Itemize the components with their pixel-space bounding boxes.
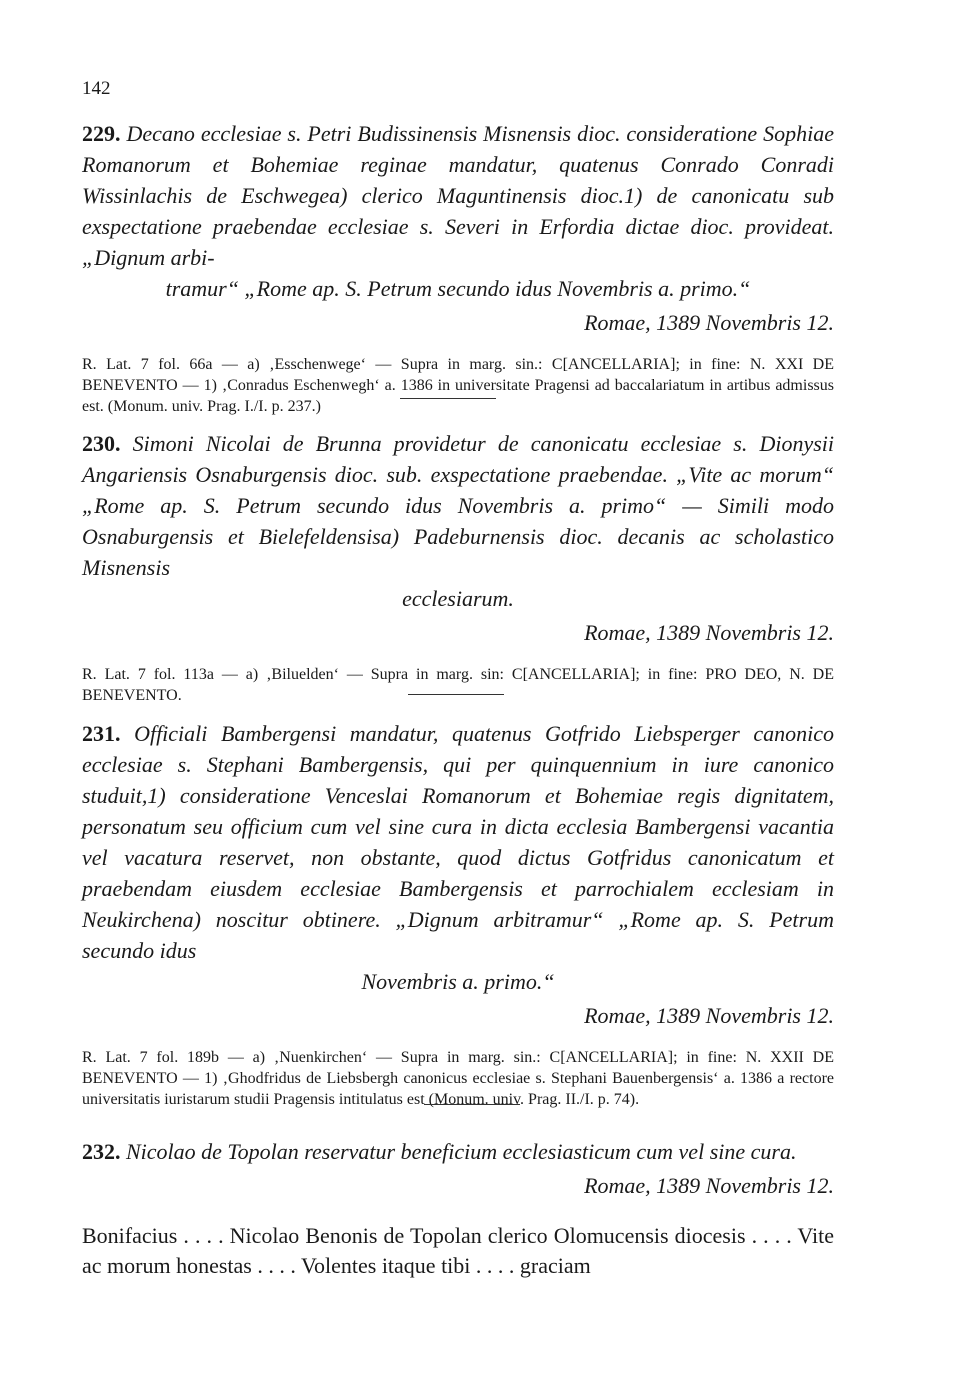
entry-text: Officiali Bambergensi mandatur, quatenus Gotfrido Liebsperger canonico ecclesiae s. Stephani Bambergensis, qui per quinquennium in iure canonico studuit,1) consideratione Venceslai Romanorum et Bohemiae regis dignitatem, personatum seu officium cum vel sine cura in dicta ecclesia Bambergensi vacantia vel vacatura reservet, non obstante, quod dictus Gotfridus canonicatum et praebendam eiusdem ecclesiae Bambergensis et parrochialem ecclesiam in Neukirchena) noscitur obtinere. „Dignum arbitramur“ „Rome ap. S. Petrum secundo idus	[82, 721, 834, 963]
entry-regest	[82, 428, 834, 614]
entry-text-continuation: ecclesiarum.	[402, 586, 514, 611]
entry-text-continuation: tramur“ „Rome ap. S. Petrum secundo idus Novembris a. primo.“	[165, 276, 751, 301]
entry-229	[82, 118, 834, 417]
entry-footnote: R. Lat. 7 fol. 66a — a) ‚Esschenwege‘ — Supra in marg. sin.: C[ANCELLARIA]; in fine: N. XXI DE BENEVENTO — 1) ‚Conradus Eschenwegh‘ a. 1386 in universitate Pragensi ad baccalariatum in artibus admissus est. (Monum. univ. Prag. I./I. p. 237.)	[82, 356, 834, 415]
entry-regest	[82, 1136, 834, 1167]
section-divider	[400, 398, 496, 399]
entry-date: Romae, 1389 Novembris 12.	[584, 1173, 834, 1198]
entry-number: 230.	[82, 431, 121, 456]
entry-text: Nicolao de Topolan reservatur beneficium ecclesiasticum cum vel sine cura.	[126, 1139, 797, 1164]
entry-date: Romae, 1389 Novembris 12.	[584, 310, 834, 335]
entry-text: Simoni Nicolai de Brunna providetur de canonicatu ecclesiae s. Dionysii Angariensis Osnaburgensis dioc. sub. exspectatione praebendae. „Vite ac morum“ „Rome ap. S. Petrum secundo idus Novembris a. primo“ — Simili modo Osnaburgensis et Bielefeldensisa) Padeburnensis dioc. decanis ac scholastico Misnensis	[82, 431, 835, 580]
entry-number: 232.	[82, 1139, 121, 1164]
entry-text-continuation: Novembris a. primo.“	[361, 969, 555, 994]
section-divider	[408, 694, 504, 695]
entry-regest	[82, 718, 834, 997]
entry-number: 231.	[82, 721, 121, 746]
entry-text: Decano ecclesiae s. Petri Budissinensis Misnensis dioc. consideratione Sophiae Romanorum et Bohemiae reginae mandatur, quatenus Conrado Conradi Wissinlachis de Eschwegea) clerico Maguntinensis dioc.1) de canonicatu sub exspectatione praebendae ecclesiae s. Severi in Erfordia dictae dioc. provideat. „Dignum arbi-	[82, 121, 835, 270]
entry-number: 229.	[82, 121, 121, 146]
entry-regest	[82, 118, 834, 304]
entry-date: Romae, 1389 Novembris 12.	[584, 1003, 834, 1028]
entry-231	[82, 718, 834, 1110]
entry-footnote: R. Lat. 7 fol. 113a — a) ‚Biluelden‘ — Supra in marg. sin: C[ANCELLARIA]; in fine: PRO DEO, N. DE BENEVENTO.	[82, 666, 834, 704]
page-number: 142	[82, 78, 111, 99]
entry-232	[82, 1136, 834, 1281]
entry-date: Romae, 1389 Novembris 12.	[584, 620, 834, 645]
section-divider	[424, 1104, 520, 1105]
entry-body-text: Bonifacius . . . . Nicolao Benonis de Topolan clerico Olomucensis diocesis . . . . Vite ac morum honestas . . . . Volentes itaque tibi . . . . graciam	[82, 1223, 834, 1278]
entry-footnote: R. Lat. 7 fol. 189b — a) ‚Nuenkirchen‘ — Supra in marg. sin.: C[ANCELLARIA]; in fine: N. XXII DE BENEVENTO — 1) ‚Ghodfridus de Liebsbergh canonicus ecclesiae s. Stephani Bauenbergensis‘ a. 1386 a rectore universitatis iuristarum studii Pragensis intitulatus est (Monum. univ. Prag. II./I. p. 74).	[82, 1049, 834, 1108]
entry-230	[82, 428, 834, 706]
